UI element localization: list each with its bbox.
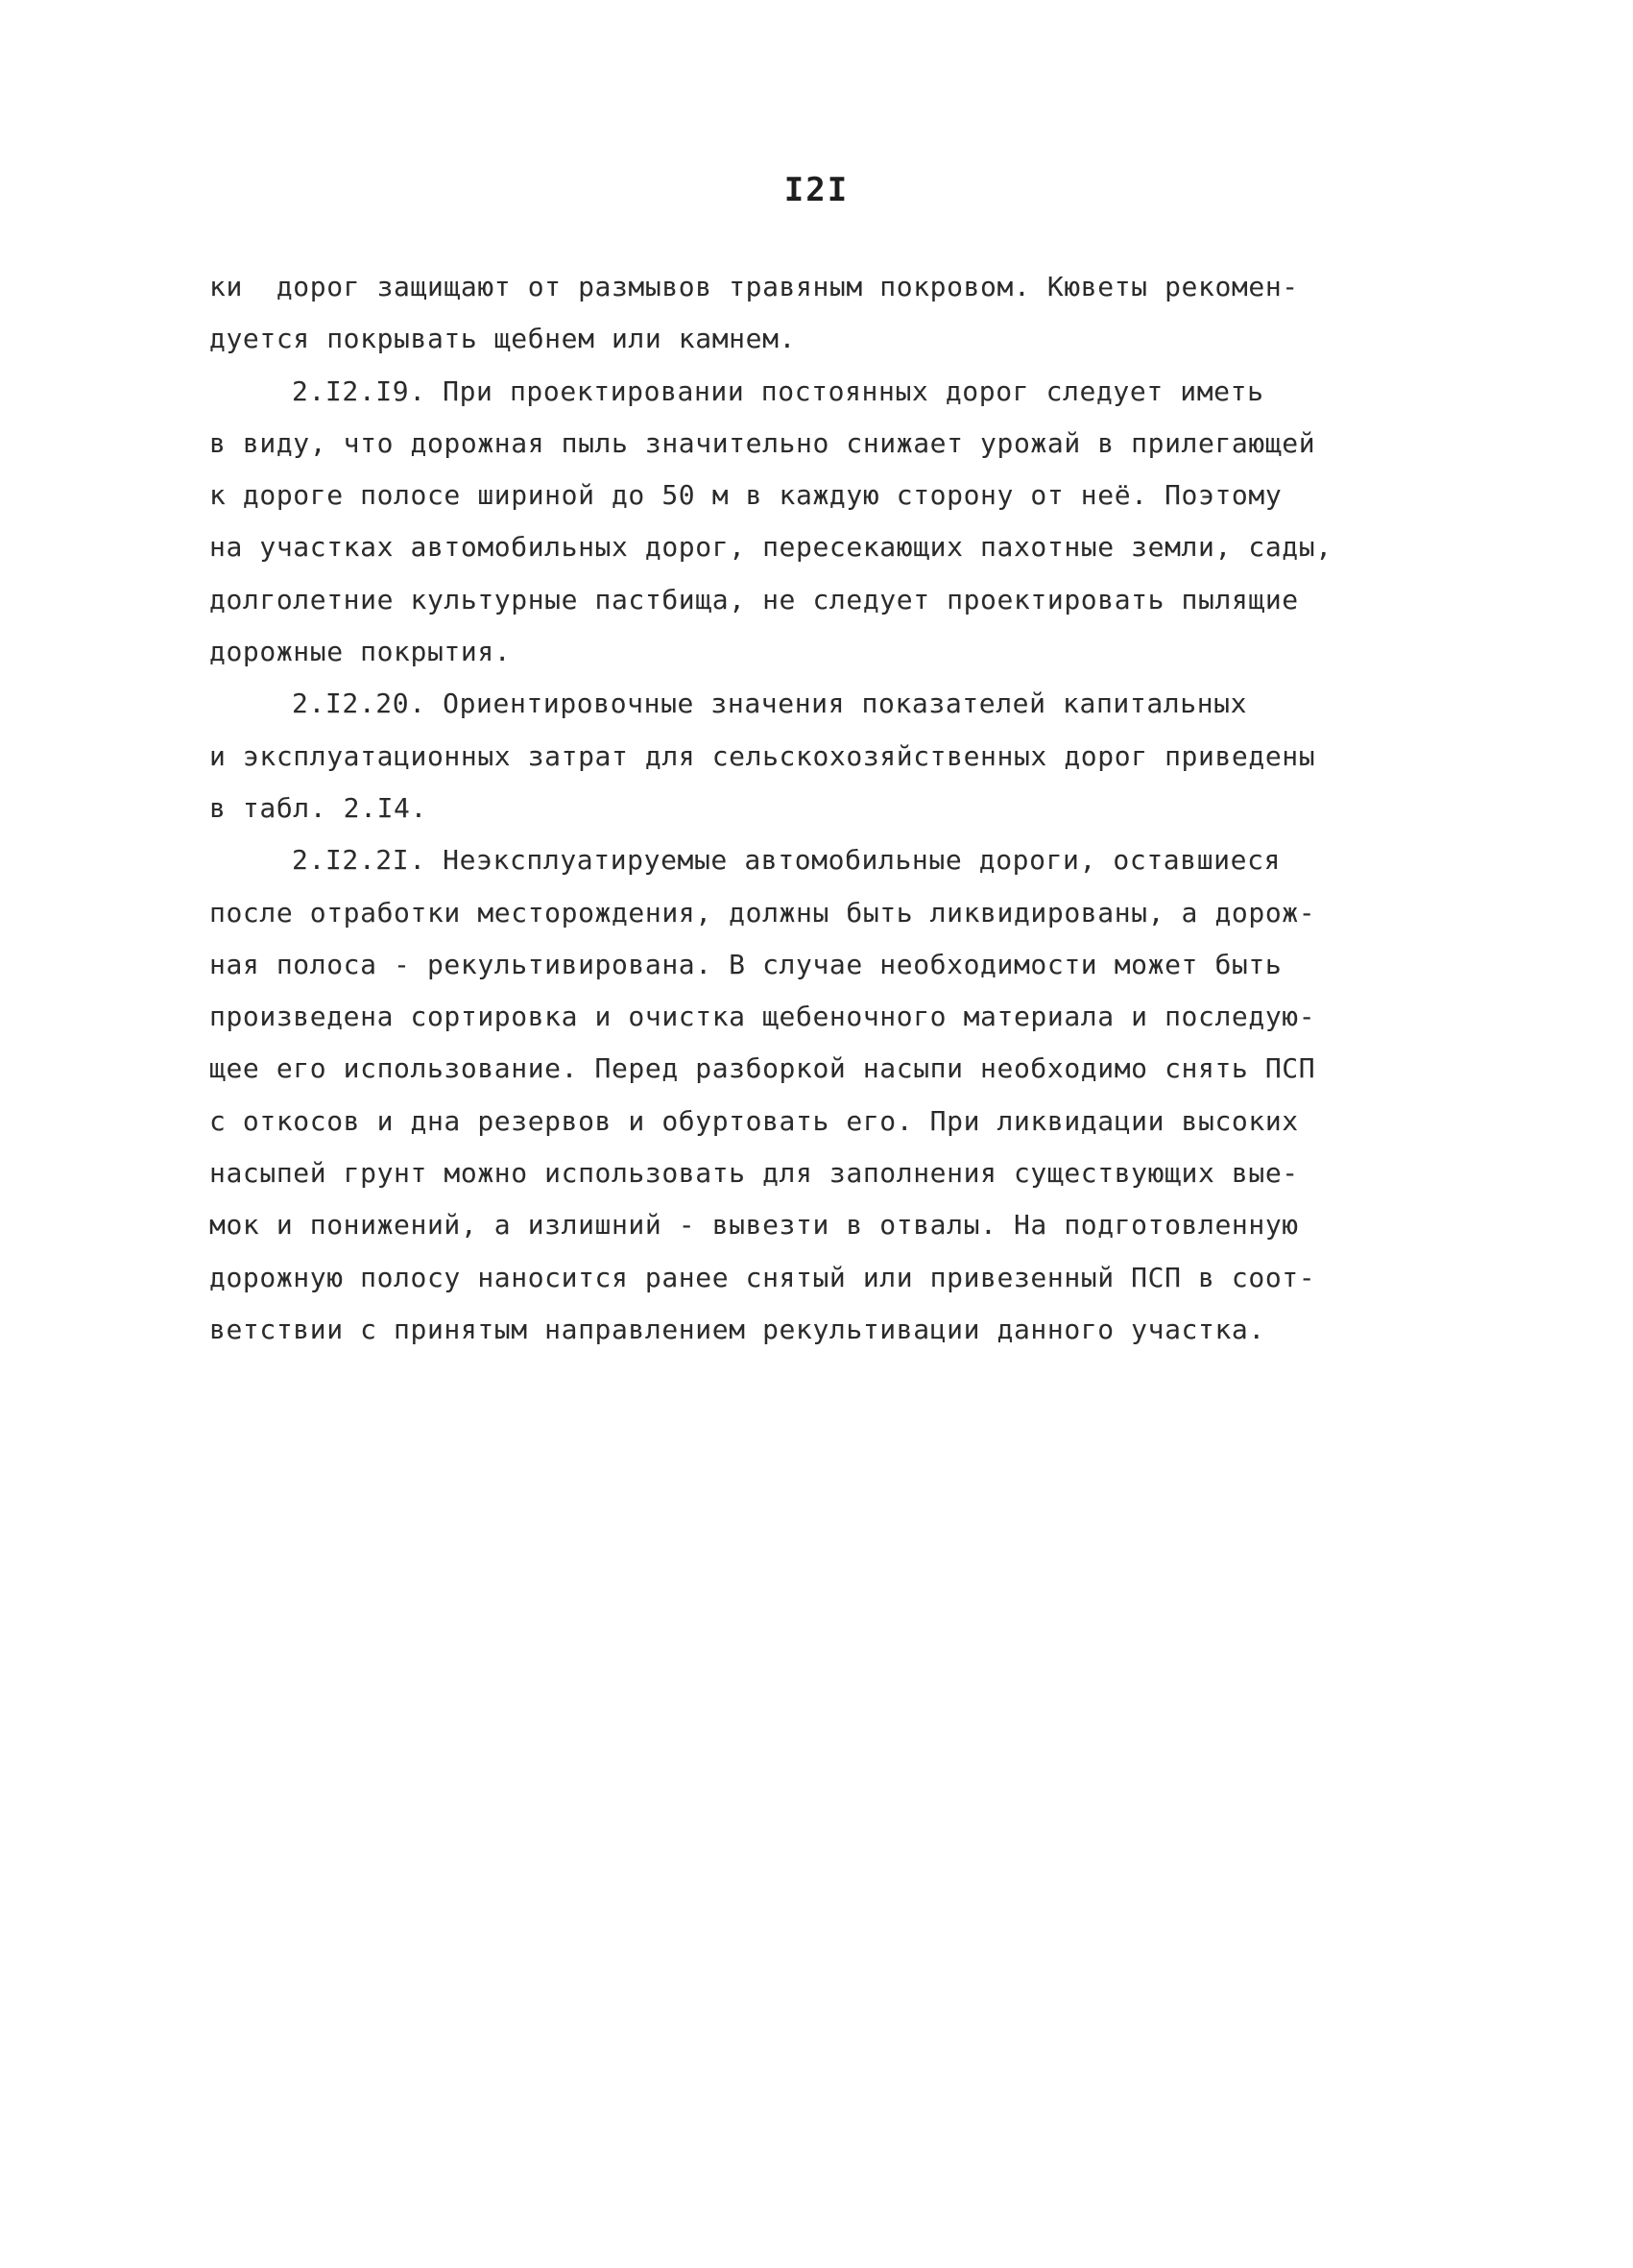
text-line: дорожные покрытия. [209,636,512,668]
text-line: мок и понижений, а излишний - вывезти в отвалы. На подготовленную [209,1209,1299,1242]
text-line: на участках автомобильных дорог, пересекающих пахотные земли, сады, [209,531,1333,564]
text-line: 2.I2.20. Ориентировочные значения показателей капитальных [292,688,1248,720]
text-line: насыпей грунт можно использовать для заполнения существующих вые- [209,1157,1299,1190]
body-text [209,261,1448,1356]
text-line: и эксплуатационных затрат для сельскохозяйственных дорог приведены [209,739,1316,772]
text-line: с откосов и дна резервов и обуртовать его. При ликвидации высоких [209,1104,1299,1137]
text-line: щее его использование. Перед разборкой насыпи необходимо снять ПСП [209,1052,1316,1085]
text-line: после отработки месторождения, должны быть ликвидированы, а дорож- [209,896,1316,929]
text-line: ная полоса - рекультивирована. В случае необходимости может быть [209,948,1283,980]
text-line: ветствии с принятым направлением рекультивации данного участка. [209,1313,1265,1345]
text-line: в табл. 2.I4. [209,791,427,824]
text-line: в виду, что дорожная пыль значительно снижает урожай в прилегающей [209,426,1316,459]
text-line: ки дорог защищают от размывов травяным покровом. Кюветы рекомен- [209,271,1299,302]
text-line: 2.I2.2I. Неэксплуатируемые автомобильные дороги, оставшиеся [292,844,1281,877]
text-line: долголетние культурные пастбища, не следует проектировать пылящие [209,583,1299,615]
text-line: дорожную полосу наносится ранее снятый или привезенный ПСП в соот- [209,1261,1316,1293]
page-number: I2I [783,171,850,209]
text-line: 2.I2.I9. При проектировании постоянных дорог следует иметь [292,374,1264,407]
text-line: к дороге полосе шириной до 50 м в каждую сторону от неё. Поэтому [209,479,1283,512]
text-line: произведена сортировка и очистка щебеночного материала и последую- [209,1001,1316,1033]
text-line: дуется покрывать щебнем или камнем. [209,323,797,355]
